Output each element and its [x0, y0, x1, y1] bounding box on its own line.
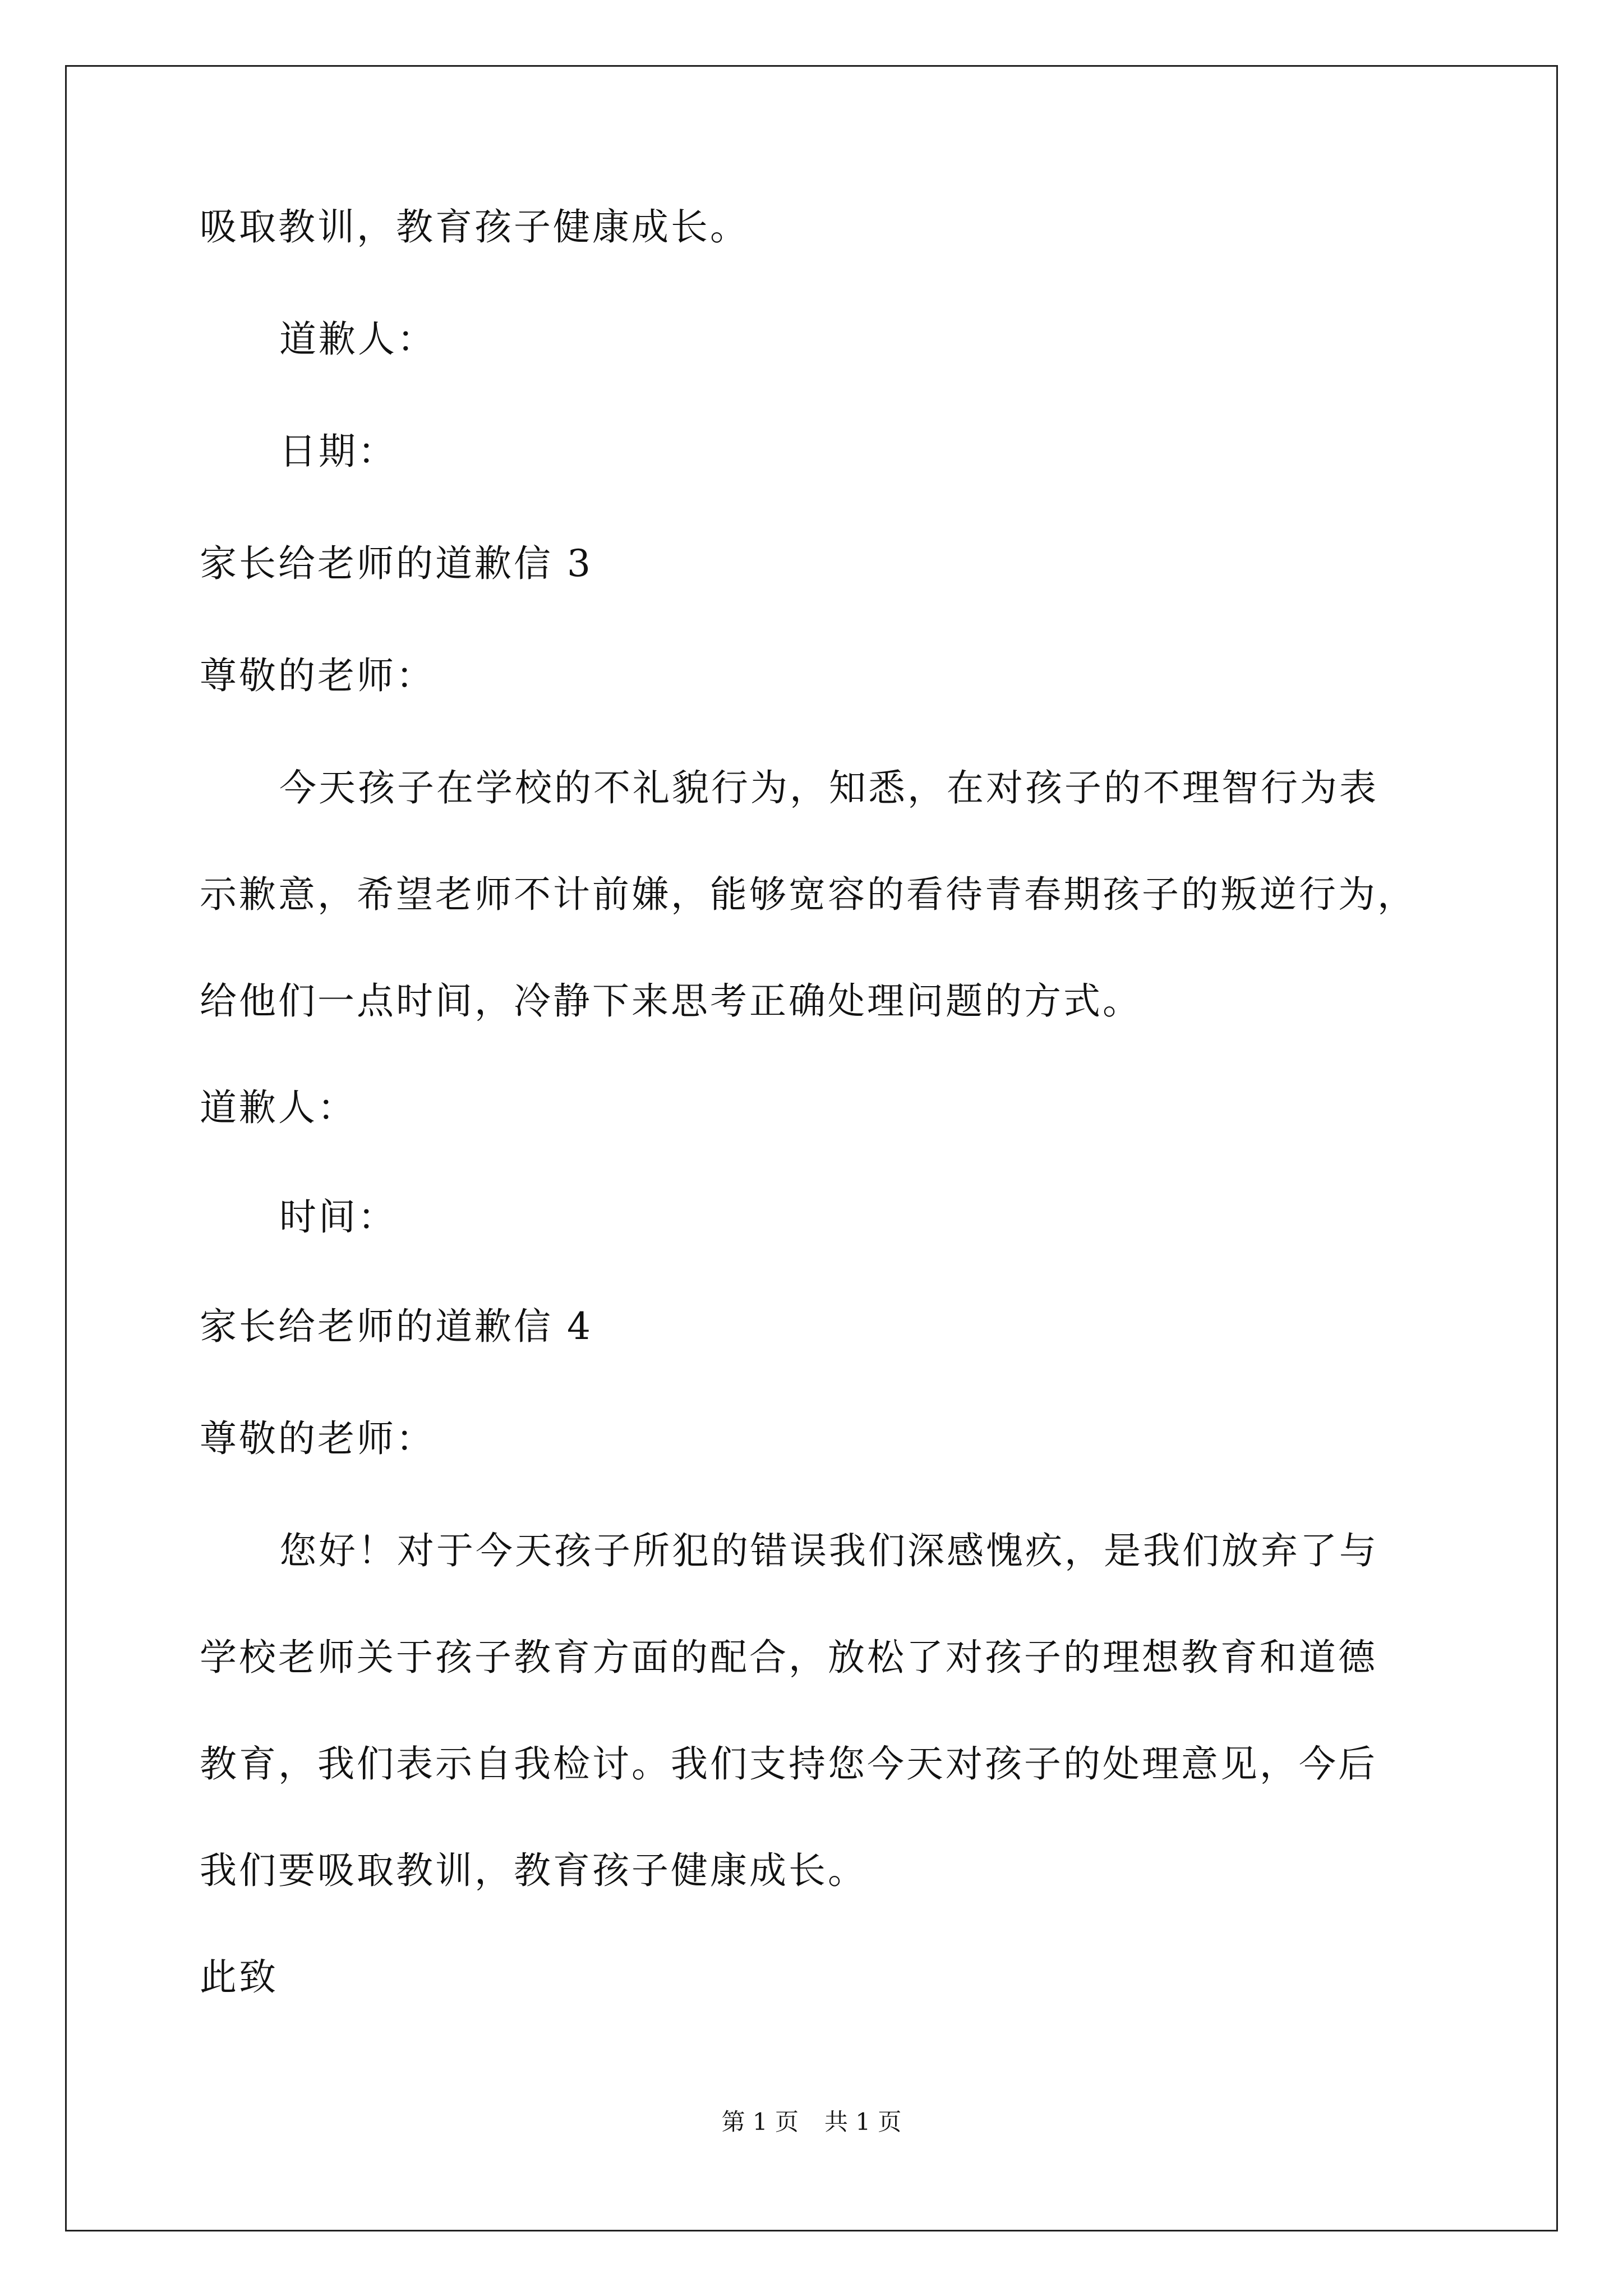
time-label: 时间：: [279, 1195, 397, 1239]
section-heading: 家长给老师的道歉信 4: [200, 1305, 593, 1348]
page-border: [65, 65, 1558, 2231]
page-total: 共 1 页: [824, 2108, 902, 2136]
page-number: 第 1 页: [721, 2108, 799, 2136]
salutation: 尊敬的老师：: [200, 654, 435, 697]
salutation: 尊敬的老师：: [200, 1417, 435, 1460]
text-line: 您好！对于今天孩子所犯的错误我们深感愧疚，是我们放弃了与: [279, 1529, 1378, 1572]
text-line: 学校老师关于孩子教育方面的配合，放松了对孩子的理想教育和道德: [200, 1636, 1377, 1679]
text-line: 今天孩子在学校的不礼貌行为，知悉，在对孩子的不理智行为表: [279, 766, 1378, 809]
text-line: 给他们一点时间，冷静下来思考正确处理问题的方式。: [200, 979, 1142, 1023]
date-label: 日期：: [279, 430, 397, 473]
page-footer: [0, 2108, 1623, 2136]
text-line: 我们要吸取教训，教育孩子健康成长。: [200, 1849, 867, 1892]
signature-label: 道歉人：: [200, 1086, 357, 1129]
section-heading: 家长给老师的道歉信 3: [200, 542, 593, 585]
signature-label: 道歉人：: [279, 318, 436, 361]
text-line: 吸取教训，教育孩子健康成长。: [200, 205, 749, 249]
text-line: 教育，我们表示自我检讨。我们支持您今天对孩子的处理意见，今后: [200, 1742, 1377, 1786]
text-line: 示歉意，希望老师不计前嫌，能够宽容的看待青春期孩子的叛逆行为，: [200, 873, 1417, 916]
closing-line: 此致: [200, 1955, 278, 1999]
